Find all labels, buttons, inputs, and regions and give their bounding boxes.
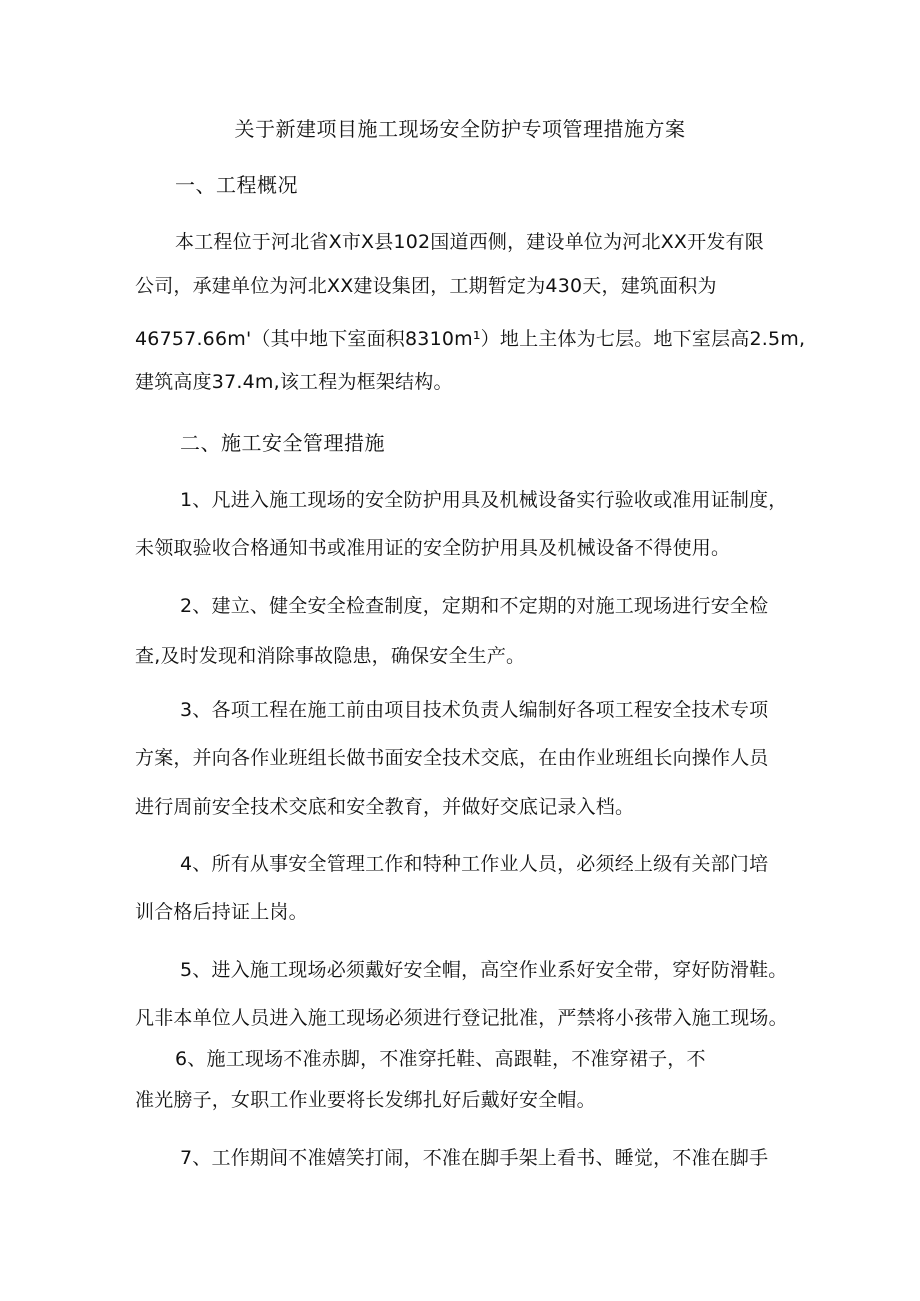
section-heading-safety-measures: 二、施工安全管理措施 [180,431,385,455]
paragraph-line: 查,及时发现和消除事故隐患，确保安全生产。 [135,645,526,667]
paragraph-line: 未领取验收合格通知书或准用证的安全防护用具及机械设备不得使用。 [135,537,731,559]
paragraph-line: 4、所有从事安全管理工作和特种工作业人员，必须经上级有关部门培 [180,853,769,875]
paragraph-line: 公司，承建单位为河北XX建设集团，工期暂定为430天，建筑面积为 [135,275,717,297]
paragraph-line: 建筑高度37.4m,该工程为框架结构。 [135,371,453,393]
paragraph-line: 3、各项工程在施工前由项目技术负责人编制好各项工程安全技术专项 [180,699,769,721]
paragraph-line: 46757.66m'（其中地下室面积8310m¹）地上主体为七层。地下室层高2.5m, [135,328,806,350]
paragraph-line: 训合格后持证上岗。 [135,901,308,923]
paragraph-line: 准光膀子，女职工作业要将长发绑扎好后戴好安全帽。 [135,1089,596,1111]
paragraph-line: 6、施工现场不准赤脚，不准穿托鞋、高跟鞋，不准穿裙子，不 [175,1048,706,1070]
paragraph-line: 7、工作期间不准嬉笑打闹，不准在脚手架上看书、睡觉，不准在脚手 [180,1147,769,1169]
paragraph-line: 5、进入施工现场必须戴好安全帽，高空作业系好安全带，穿好防滑鞋。 [180,959,788,981]
paragraph-line: 2、建立、健全安全检查制度，定期和不定期的对施工现场进行安全检 [180,595,769,617]
paragraph-line: 本工程位于河北省X市X县102国道西侧，建设单位为河北XX开发有限 [175,231,764,253]
paragraph-line: 凡非本单位人员进入施工现场必须进行登记批准，严禁将小孩带入施工现场。 [135,1007,788,1029]
paragraph-line: 1、凡进入施工现场的安全防护用具及机械设备实行验收或准用证制度， [180,489,788,511]
paragraph-line: 方案，并向各作业班组长做书面安全技术交底，在由作业班组长向操作人员 [135,747,769,769]
section-heading-overview: 一、工程概况 [175,173,298,197]
paragraph-line: 进行周前安全技术交底和安全教育，并做好交底记录入档。 [135,796,635,818]
document-title: 关于新建项目施工现场安全防护专项管理措施方案 [234,117,686,141]
